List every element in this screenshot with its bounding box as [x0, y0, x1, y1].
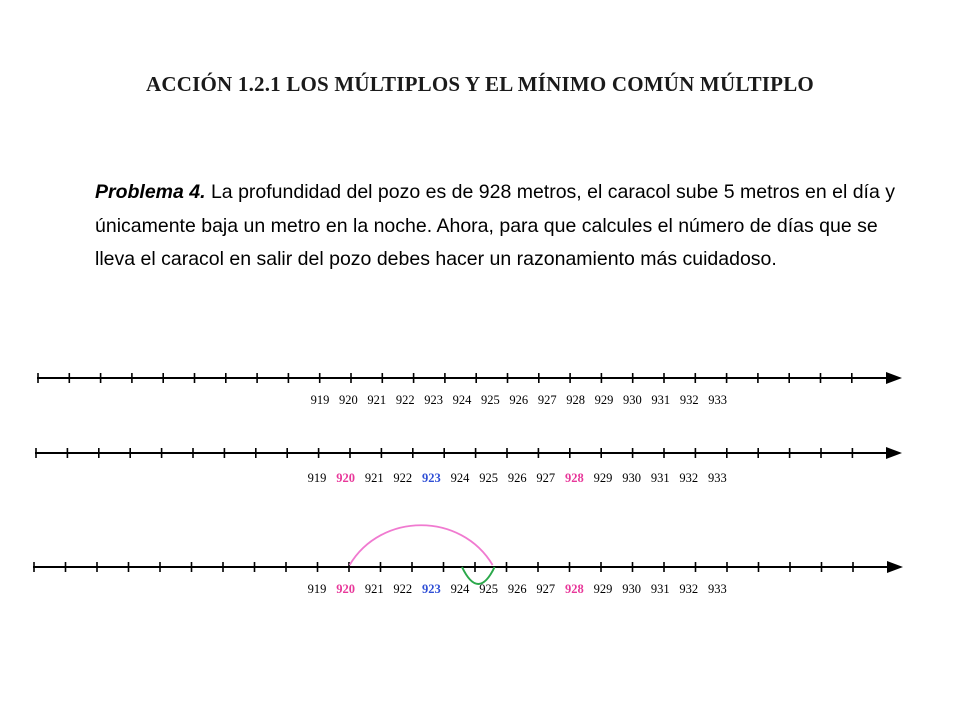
tick-label: 925: [479, 471, 498, 485]
tick-label: 927: [536, 471, 556, 485]
tick-label: 928: [565, 582, 584, 596]
tick-label: 928: [566, 393, 585, 407]
tick-label: 926: [507, 582, 527, 596]
tick-label: 922: [393, 471, 413, 485]
tick-label: 926: [509, 393, 529, 407]
tick-label: 925: [479, 582, 498, 596]
tick-label: 923: [424, 393, 443, 407]
tick-label: 933: [708, 582, 727, 596]
tick-label: 920: [336, 471, 355, 485]
tick-label: 931: [650, 471, 670, 485]
tick-label: 919: [310, 393, 330, 407]
tick-label: 927: [537, 393, 557, 407]
tick-label: 929: [593, 582, 613, 596]
tick-label: 921: [367, 393, 387, 407]
problem-label: Problema 4.: [95, 181, 206, 203]
tick-label: 920: [339, 393, 358, 407]
tick-label: 929: [593, 471, 613, 485]
arrow-head-icon: [886, 372, 902, 384]
tick-label: 926: [507, 471, 527, 485]
tick-label: 922: [395, 393, 415, 407]
tick-label: 930: [622, 471, 641, 485]
tick-label: 921: [364, 471, 384, 485]
tick-label: 924: [450, 582, 470, 596]
tick-label: 930: [622, 582, 641, 596]
jump-arc-up: [350, 525, 493, 565]
tick-label: 922: [393, 582, 413, 596]
tick-label: 933: [708, 393, 727, 407]
tick-label: 924: [452, 393, 472, 407]
tick-label: 932: [679, 393, 699, 407]
page-title: ACCIÓN 1.2.1 LOS MÚLTIPLOS Y EL MÍNIMO COMÚN MÚLTIPLO: [146, 72, 814, 96]
problem-text: La profundidad del pozo es de 928 metros, el caracol sube 5 metros en el día y únicamente baja un metro en la noche. Ahora, para que calcules el número de días que se lleva el caracol en salir del pozo debes hacer un razonamiento más cuidadoso.: [95, 181, 895, 270]
tick-label: 919: [307, 582, 327, 596]
tick-label: 931: [650, 582, 670, 596]
tick-label: 933: [708, 471, 727, 485]
tick-label: 923: [422, 471, 441, 485]
tick-label: 928: [565, 471, 584, 485]
tick-label: 927: [536, 582, 556, 596]
tick-label: 929: [594, 393, 614, 407]
arrow-head-icon: [887, 561, 903, 573]
arrow-head-icon: [886, 447, 902, 459]
tick-label: 923: [422, 582, 441, 596]
tick-label: 920: [336, 582, 355, 596]
tick-label: 930: [623, 393, 642, 407]
tick-label: 932: [679, 582, 699, 596]
tick-label: 919: [307, 471, 327, 485]
tick-label: 921: [364, 582, 384, 596]
tick-label: 925: [481, 393, 500, 407]
tick-label: 932: [679, 471, 699, 485]
tick-label: 931: [651, 393, 671, 407]
tick-label: 924: [450, 471, 470, 485]
